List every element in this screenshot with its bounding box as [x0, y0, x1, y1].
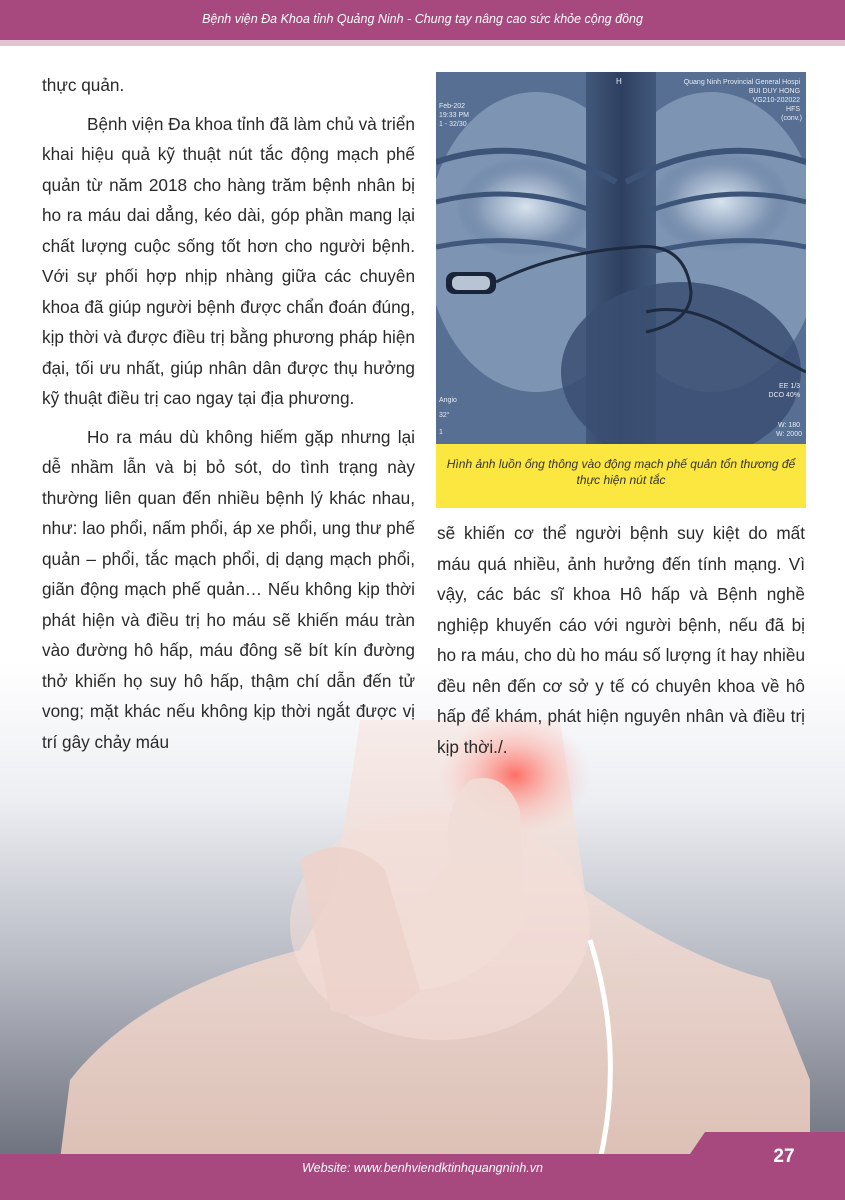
header-title: Bệnh viện Đa Khoa tỉnh Quảng Ninh - Chung tay nâng cao sức khỏe cộng đồng [202, 12, 643, 26]
article-left-column [42, 70, 415, 757]
xray-label: 19:33 PM [439, 112, 469, 119]
xray-label: Angio [439, 397, 457, 404]
paragraph: Ho ra máu dù không hiếm gặp nhưng lại dễ nhầm lẫn và bị bỏ sót, do tình trạng này thường liên quan đến nhiều bệnh lý khác nhau, như: lao phổi, nấm phổi, áp xe phổi, ung thư phế quản – phổi, tắc mạch phổi, dị dạng mạch phổi, giãn động mạch phế quản… Nếu không kịp thời phát hiện và điều trị ho máu sẽ khiến máu tràn vào đường hô hấp, máu đông sẽ bít kín đường thở khiến họ suy hô hấp, thậm chí dẫn đến tử vong; mặt khác nếu không kịp thời ngắt được vị trí gây chảy máu [42, 426, 415, 752]
xray-label: W: 180 [777, 422, 801, 429]
header-stripe [0, 40, 845, 46]
paragraph: Bệnh viện Đa khoa tỉnh đã làm chủ và triển khai hiệu quả kỹ thuật nút tắc động mạch phế quản từ năm 2018 cho hàng trăm bệnh nhân bị ho ra máu dai dẳng, kéo dài, góp phần mang lại chất lượng cuộc sống tốt hơn cho người bệnh. Với sự phối hợp nhịp nhàng giữa các chuyên khoa đã giúp người bệnh được chẩn đoán đúng, kịp thời và được điều trị bằng phương pháp hiện đại, tối ưu nhất, giúp nhân dân được thụ hưởng kỹ thuật điều trị cao ngay tại địa phương. [42, 113, 415, 408]
xray-label: 1 - 32/30 [439, 121, 467, 128]
xray-label: 1 [439, 429, 443, 436]
xray-label: H [616, 77, 622, 86]
figure-caption: Hình ảnh luồn ống thông vào động mạch phế quản tổn thương để thực hiện nút tắc [446, 457, 796, 487]
xray-image [436, 72, 806, 444]
xray-label: W: 2000 [776, 431, 802, 438]
xray-label: HFS [786, 106, 801, 113]
xray-label: (conv.) [781, 115, 802, 122]
xray-label: EE 1/3 [779, 383, 801, 390]
footer-website: Website: www.benhviendktinhquangninh.vn [302, 1161, 543, 1175]
xray-label: BUI DUY HONG [748, 88, 801, 95]
figure-caption-box [436, 444, 806, 508]
svg-text:Feb-202 19:33 PM 1 [439, 103, 471, 128]
xray-label: VG210-202022 [752, 97, 801, 104]
xray-label: 32° [439, 412, 450, 419]
xray-label: Feb-202 [439, 103, 466, 110]
paragraph: sẽ khiến cơ thể người bệnh suy kiệt do mất máu quá nhiều, ảnh hưởng đến tính mạng. Vì vậy, các bác sĩ khoa Hô hấp và Bệnh nghề nghiệp khuyến cáo với người bệnh, nếu đã bị ho ra máu, cho dù ho máu số lượng ít hay nhiều đều nên đến cơ sở y tế có chuyên khoa về hô hấp để khám, phát hiện nguyên nhân và điều trị kịp thời./. [437, 523, 805, 757]
xray-label: Quang Ninh Provincial General Hospi [683, 79, 801, 86]
page-number: 27 [773, 1146, 795, 1167]
paragraph: thực quản. [42, 75, 125, 95]
xray-label: DCO 40% [768, 392, 801, 399]
article-right-column [437, 518, 805, 762]
